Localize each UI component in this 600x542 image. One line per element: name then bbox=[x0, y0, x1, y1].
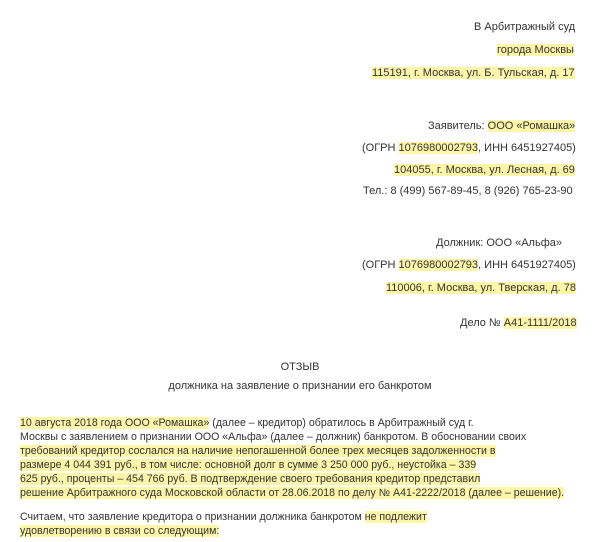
recipient-court: В Арбитражный суд bbox=[474, 21, 576, 33]
document-title: ОТЗЫВ bbox=[280, 361, 320, 373]
recipient-city: города Москвы bbox=[497, 44, 574, 56]
paragraph-1-line-1: 10 августа 2018 года ООО «Ромашка» (далее – кредитор) обратилось в Арбитражный суд г. bbox=[20, 417, 474, 429]
applicant-name: Заявитель: ООО «Ромашка» bbox=[428, 120, 576, 132]
paragraph-2-line-1: Считаем, что заявление кредитора о признании должника банкротом не подлежит bbox=[20, 511, 427, 523]
applicant-phone: Тел.: 8 (499) 567-89-45, 8 (926) 765-23-90 bbox=[363, 185, 573, 197]
paragraph-1-line-3: требований кредитор сослался на наличие непогашенной более трех месяцев задолженности в bbox=[20, 445, 496, 457]
paragraph-1-line-4: размере 4 044 391 руб., в том числе: основной долг в сумме 3 250 000 руб., неустойка – 339 bbox=[20, 459, 477, 471]
debtor-address: 110006, г. Москва, ул. Тверская, д. 78 bbox=[386, 282, 576, 294]
debtor-name: Должник: ООО «Альфа» bbox=[436, 237, 562, 249]
document-subtitle: должника на заявление о признании его банкротом bbox=[168, 380, 432, 392]
paragraph-2-line-2: удовлетворению в связи со следующим: bbox=[20, 525, 220, 537]
applicant-address: 104055, г. Москва, ул. Лесная, д. 69 bbox=[394, 164, 575, 176]
recipient-address: 115191, г. Москва, ул. Б. Тульская, д. 17 bbox=[372, 67, 575, 79]
case-number: Дело № А41-1111/2018 bbox=[460, 317, 577, 329]
debtor-ogrn-inn: (ОГРН 1076980002793, ИНН 6451927405) bbox=[362, 259, 576, 271]
applicant-ogrn-inn: (ОГРН 1076980002793, ИНН 6451927405) bbox=[362, 142, 576, 154]
paragraph-1-line-6: решение Арбитражного суда Московской области от 28.06.2018 по делу № А41-2222/2018 (далее – решение). bbox=[20, 487, 565, 499]
paragraph-1-line-5: 625 руб., проценты – 454 766 руб. В подтверждение своего требования кредитор представил bbox=[20, 473, 481, 485]
paragraph-1-line-2: Москвы с заявлением о признании ООО «Альфа» (далее – должник) банкротом. В обосновании своих bbox=[20, 431, 527, 443]
